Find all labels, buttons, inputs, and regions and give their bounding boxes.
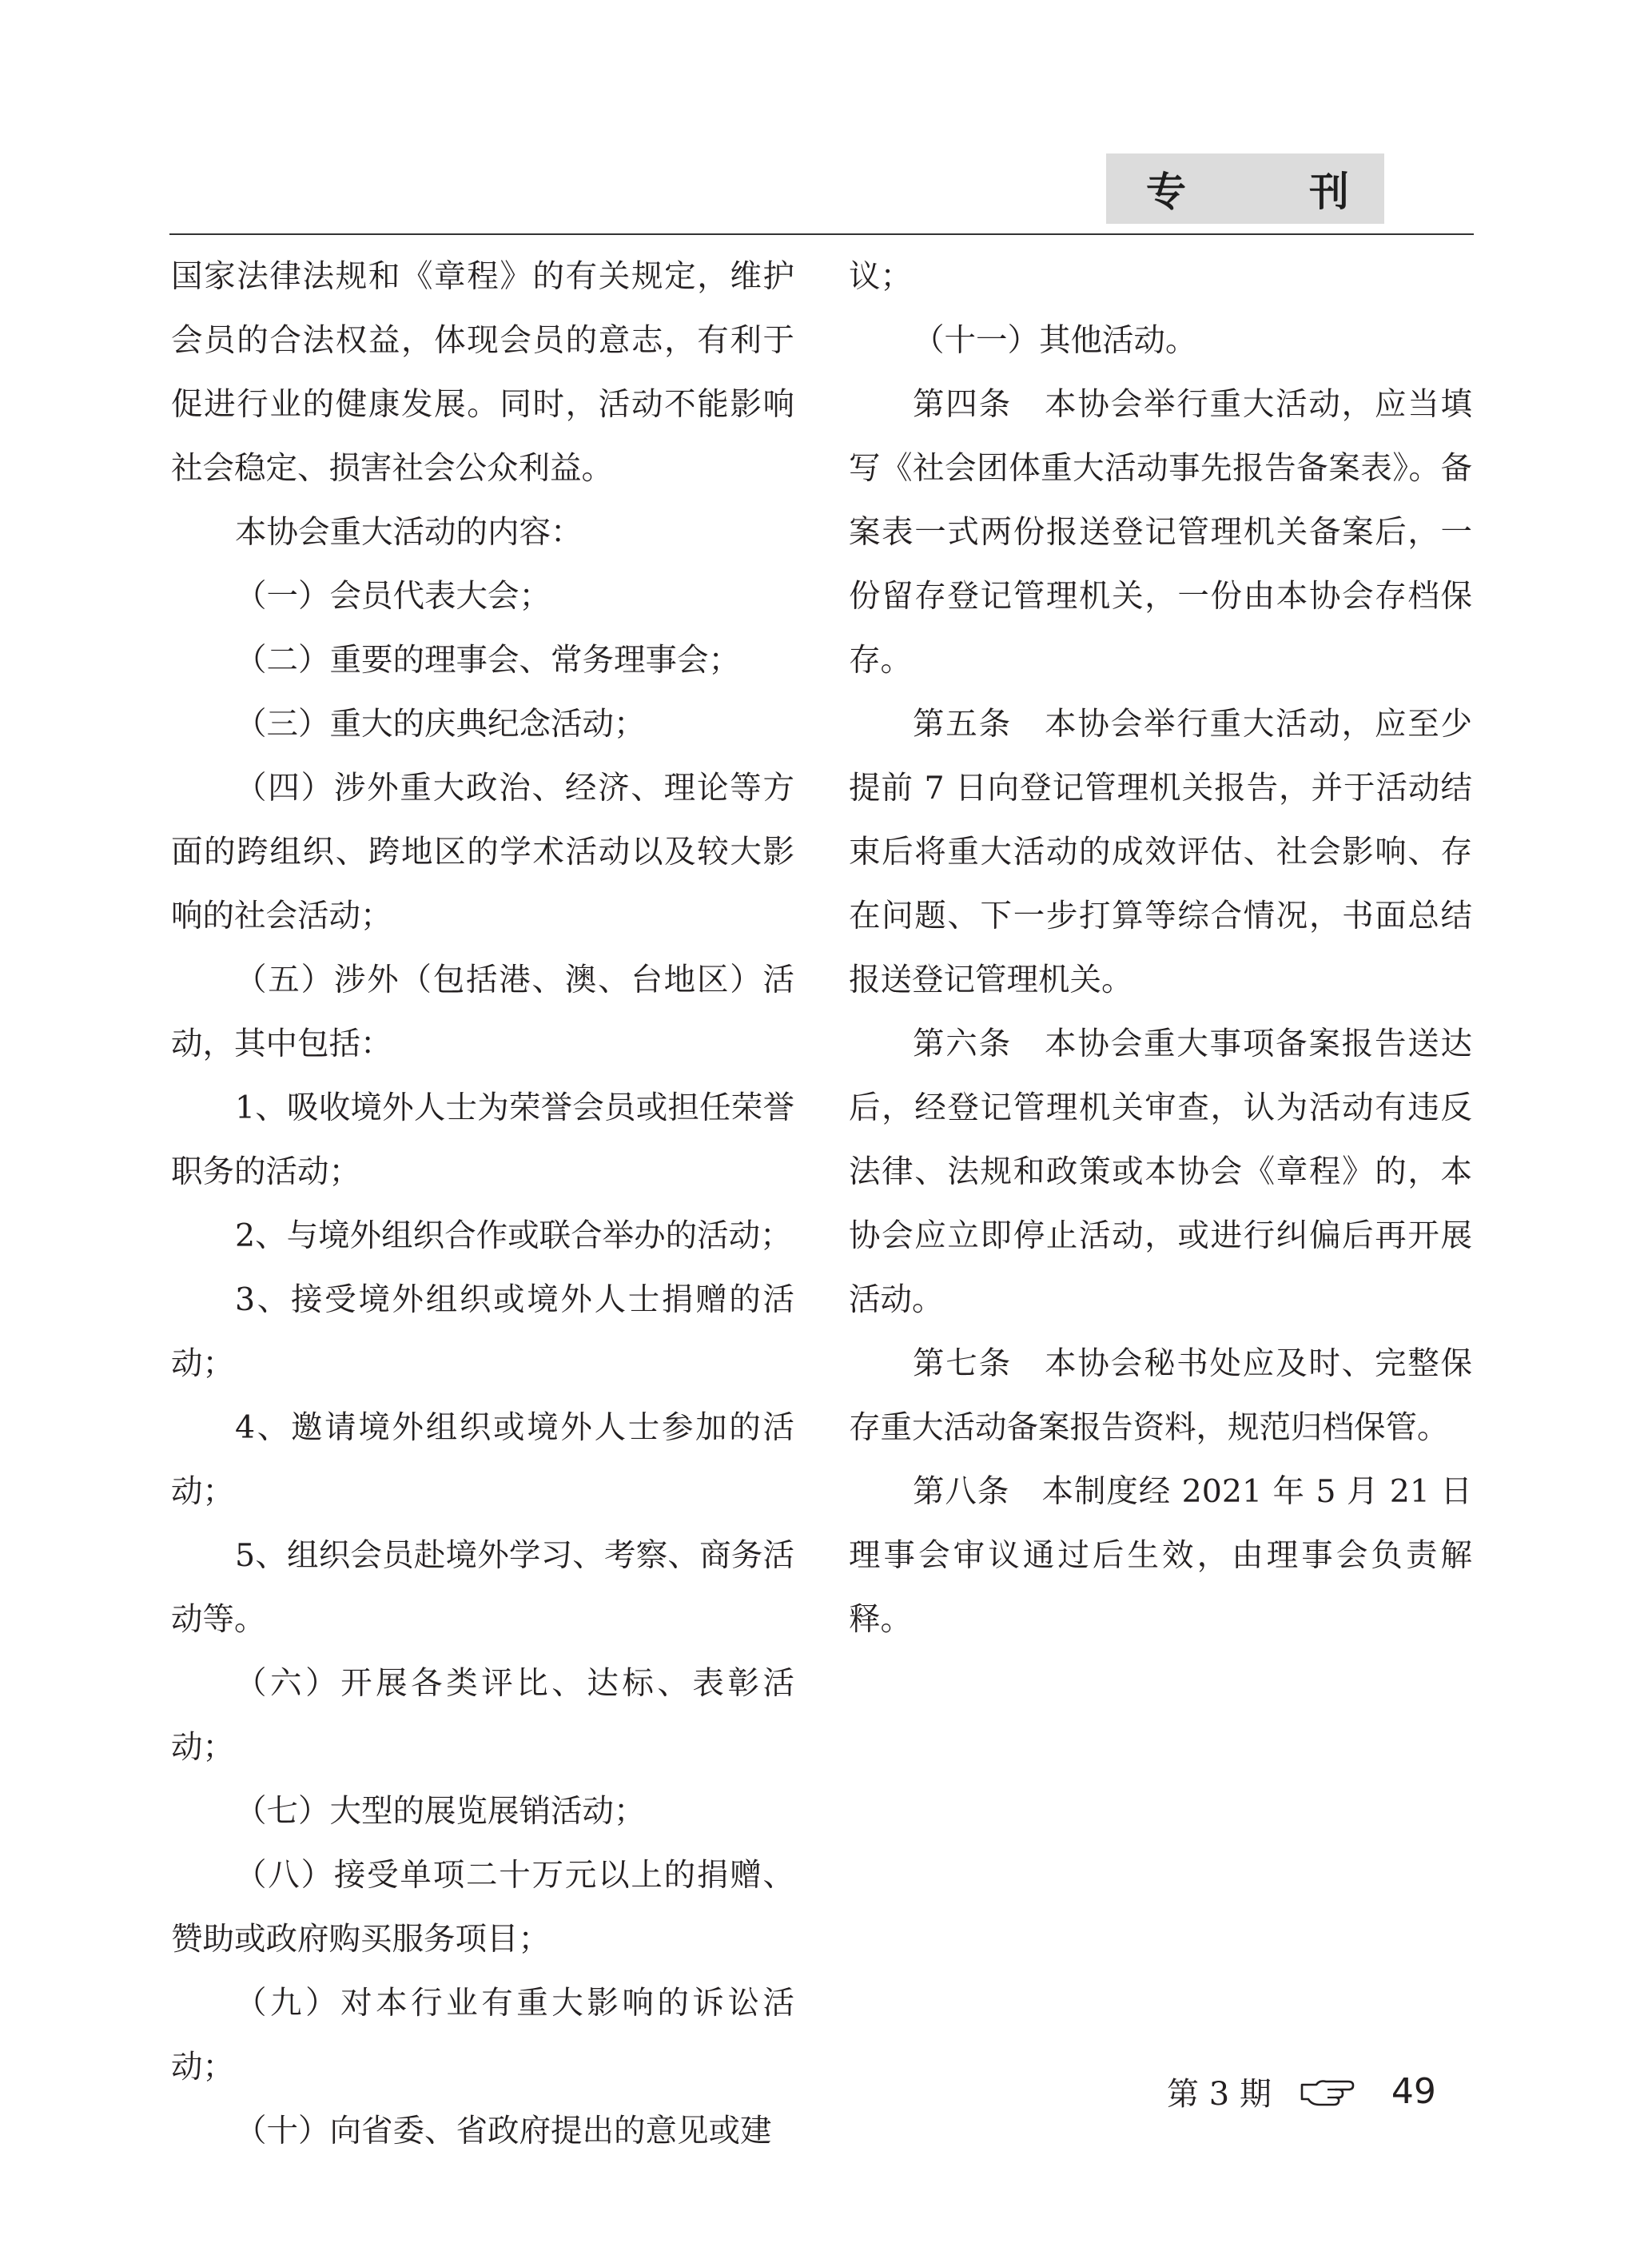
left-column: [171, 245, 794, 2163]
section-tab-char: 专: [1146, 169, 1186, 215]
paragraph: （一）会员代表大会；: [235, 578, 551, 615]
paragraph: 1、吸收境外人士为荣誉会员或担任荣誉职务的活动；: [171, 1090, 794, 1190]
paragraph: 4、邀请境外组织或境外人士参加的活动；: [171, 1409, 794, 1510]
paragraph: 第七条 本协会秘书处应及时、完整保存重大活动备案报告资料，规范归档保管。: [849, 1345, 1472, 1446]
paragraph: 第六条 本协会重大事项备案报告送达后，经登记管理机关审查，认为活动有违反法律、法规和政策或本协会《章程》的，本协会应立即停止活动，或进行纠偏后再开展活动。: [849, 1026, 1472, 1318]
paragraph: （七）大型的展览展销活动；: [235, 1793, 646, 1830]
right-column: [849, 245, 1472, 1651]
paragraph: 国家法律法规和《章程》的有关规定，维护会员的合法权益，体现会员的意志，有利于促进行业的健康发展。同时，活动不能影响社会稳定、损害社会公众利益。: [171, 258, 794, 487]
issue-label: 第 3 期: [1167, 2075, 1272, 2113]
section-tab-char: 刊: [1309, 169, 1349, 215]
paragraph: （六）开展各类评比、达标、表彰活动；: [171, 1665, 794, 1766]
paragraph: 2、与境外组织合作或联合举办的活动；: [235, 1217, 792, 1254]
paragraph: （九）对本行业有重大影响的诉讼活动；: [171, 1985, 794, 2086]
paragraph: 议；: [849, 258, 912, 295]
page-footer: [1167, 2061, 1436, 2121]
paragraph: （十一）其他活动。: [913, 322, 1197, 359]
paragraph: 3、接受境外组织或境外人士捐赠的活动；: [171, 1281, 794, 1382]
paragraph: （八）接受单项二十万元以上的捐赠、赞助或政府购买服务项目；: [171, 1857, 794, 1958]
paragraph: （十）向省委、省政府提出的意见或建: [235, 2113, 772, 2149]
paragraph: 5、组织会员赴境外学习、考察、商务活动等。: [171, 1537, 794, 1638]
paragraph: 第四条 本协会举行重大活动，应当填写《社会团体重大活动事先报告备案表》。备案表一式两份报送登记管理机关备案后，一份留存登记管理机关，一份由本协会存档保存。: [849, 386, 1472, 679]
paragraph: （三）重大的庆典纪念活动；: [235, 706, 646, 743]
paragraph: 第八条 本制度经 2021 年 5 月 21 日理事会审议通过后生效，由理事会负责解释。: [849, 1473, 1472, 1638]
page-number: 49: [1391, 2070, 1436, 2112]
paragraph: 第五条 本协会举行重大活动，应至少提前 7 日向登记管理机关报告，并于活动结束后将重大活动的成效评估、社会影响、存在问题、下一步打算等综合情况，书面总结报送登记管理机关。: [849, 706, 1472, 998]
paragraph: 本协会重大活动的内容：: [235, 514, 583, 551]
pointing-hand-icon: [1300, 2075, 1356, 2107]
header-divider: [169, 233, 1474, 235]
paragraph: （五）涉外（包括港、澳、台地区）活动，其中包括：: [171, 962, 794, 1062]
section-tab: [1106, 153, 1384, 224]
paragraph: （四）涉外重大政治、经济、理论等方面的跨组织、跨地区的学术活动以及较大影响的社会活动；: [171, 770, 794, 934]
paragraph: （二）重要的理事会、常务理事会；: [235, 642, 740, 679]
